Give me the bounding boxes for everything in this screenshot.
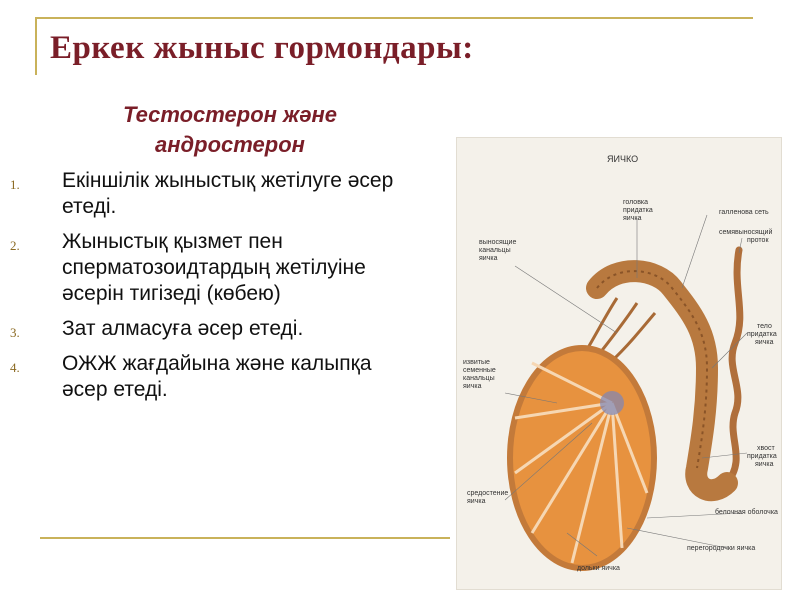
label-efferent-ducts: выносящие канальцы яичка xyxy=(479,239,517,262)
item-list xyxy=(0,168,420,412)
slide-title: Еркек жыныс гормондары: xyxy=(50,30,474,66)
list-number: 3. xyxy=(10,325,20,340)
figure-title: ЯИЧКО xyxy=(607,154,639,164)
label-septa: перегородочки яичка xyxy=(687,545,756,552)
list-text: Жыныстық қызмет пен сперматозоидтардың жетілуіне әсерін тигізеді (көбею) xyxy=(62,230,366,305)
top-rule xyxy=(35,17,753,19)
label-epididymis-head: головка придатка яичка xyxy=(623,199,653,222)
list-item xyxy=(0,168,420,220)
list-text: Зат алмасуға әсер етеді. xyxy=(62,317,304,340)
label-mediastinum: средостение яичка xyxy=(467,490,509,505)
testis-illustration xyxy=(456,137,782,590)
vas-deferens xyxy=(727,250,740,483)
list-number: 1. xyxy=(10,177,20,192)
list-text: ОЖЖ жағдайына және калыпқа әсер етеді. xyxy=(62,352,372,401)
list-item xyxy=(0,351,420,403)
list-number: 4. xyxy=(10,360,20,375)
testis-diagram xyxy=(457,138,781,589)
list-number: 2. xyxy=(10,238,20,253)
slide-subtitle: Тестостерон және андростерон xyxy=(122,102,338,157)
mediastinum xyxy=(600,391,624,415)
list-text: Екіншілік жыныстық жетілуге әсер етеді. xyxy=(62,169,394,218)
bottom-rule xyxy=(40,537,450,539)
list-item xyxy=(0,229,420,307)
label-epididymis-tail: хвост придатка яичка xyxy=(747,445,777,468)
label-vas-deferens: семявыносящий проток xyxy=(719,229,773,244)
label-galen-network: галленова сеть xyxy=(719,209,769,216)
label-lobules: дольки яичка xyxy=(577,565,620,572)
left-rule xyxy=(35,17,37,75)
label-tunica-albuginea: белочная оболочка xyxy=(715,509,778,516)
label-convoluted-tubules: извитые семенные канальцы яичка xyxy=(463,359,496,390)
list-item xyxy=(0,316,420,342)
label-epididymis-body: тело придатка яичка xyxy=(747,323,777,346)
